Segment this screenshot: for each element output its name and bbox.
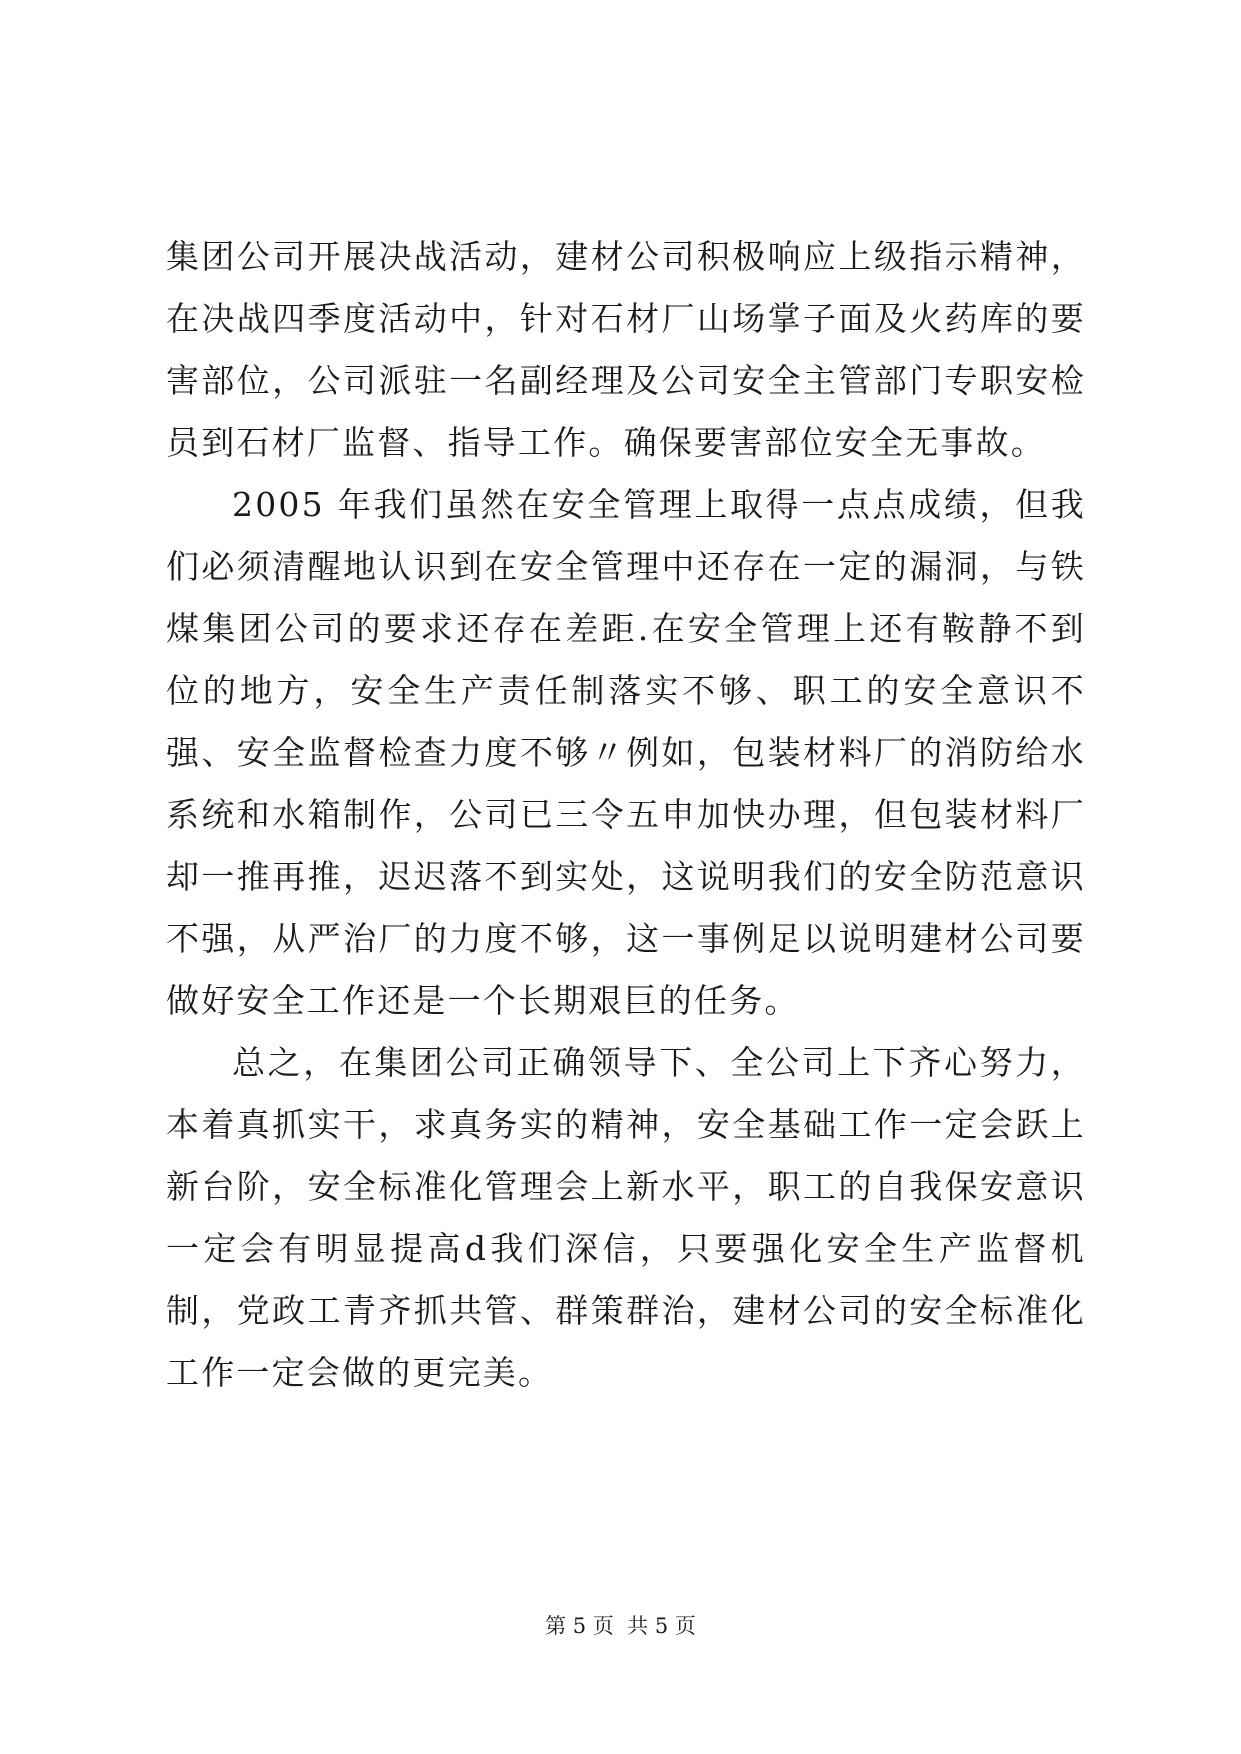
page-footer: 第 5 页 共 5 页 bbox=[545, 1614, 696, 1638]
paragraph-1: 集团公司开展决战活动，建材公司积极响应上级指示精神，在决战四季度活动中，针对石材厂山场掌子面及火药库的要害部位，公司派驻一名副经理及公司安全主管部门专职安检员到石材厂监督、指导工作。确保要害部位安全无事故。 bbox=[166, 237, 1086, 462]
paragraph-3: 总之，在集团公司正确领导下、全公司上下齐心努力，本着真抓实干，求真务实的精神，安全基础工作一定会跃上新台阶，安全标准化管理会上新水平，职工的自我保安意识一定会有明显提高d我们深信，只要强化安全生产监督机制，党政工青齐抓共管、群策群治，建材公司的安全标准化工作一定会做的更完美。 bbox=[166, 1043, 1086, 1392]
document-body bbox=[166, 226, 1086, 1404]
paragraph-2: 2005 年我们虽然在安全管理上取得一点点成绩，但我们必须清醒地认识到在安全管理中还存在一定的漏洞，与铁煤集团公司的要求还存在差距.在安全管理上还有鞍静不到位的地方，安全生产责任制落实不够、职工的安全意识不强、安全监督检查力度不够〃例如，包装材料厂的消防给水系统和水箱制作，公司已三令五申加快办理，但包装材料厂却一推再推，迟迟落不到实处，这说明我们的安全防范意识不强，从严治厂的力度不够，这一事例足以说明建材公司要做好安全工作还是一个长期艰巨的任务。 bbox=[166, 485, 1086, 1020]
